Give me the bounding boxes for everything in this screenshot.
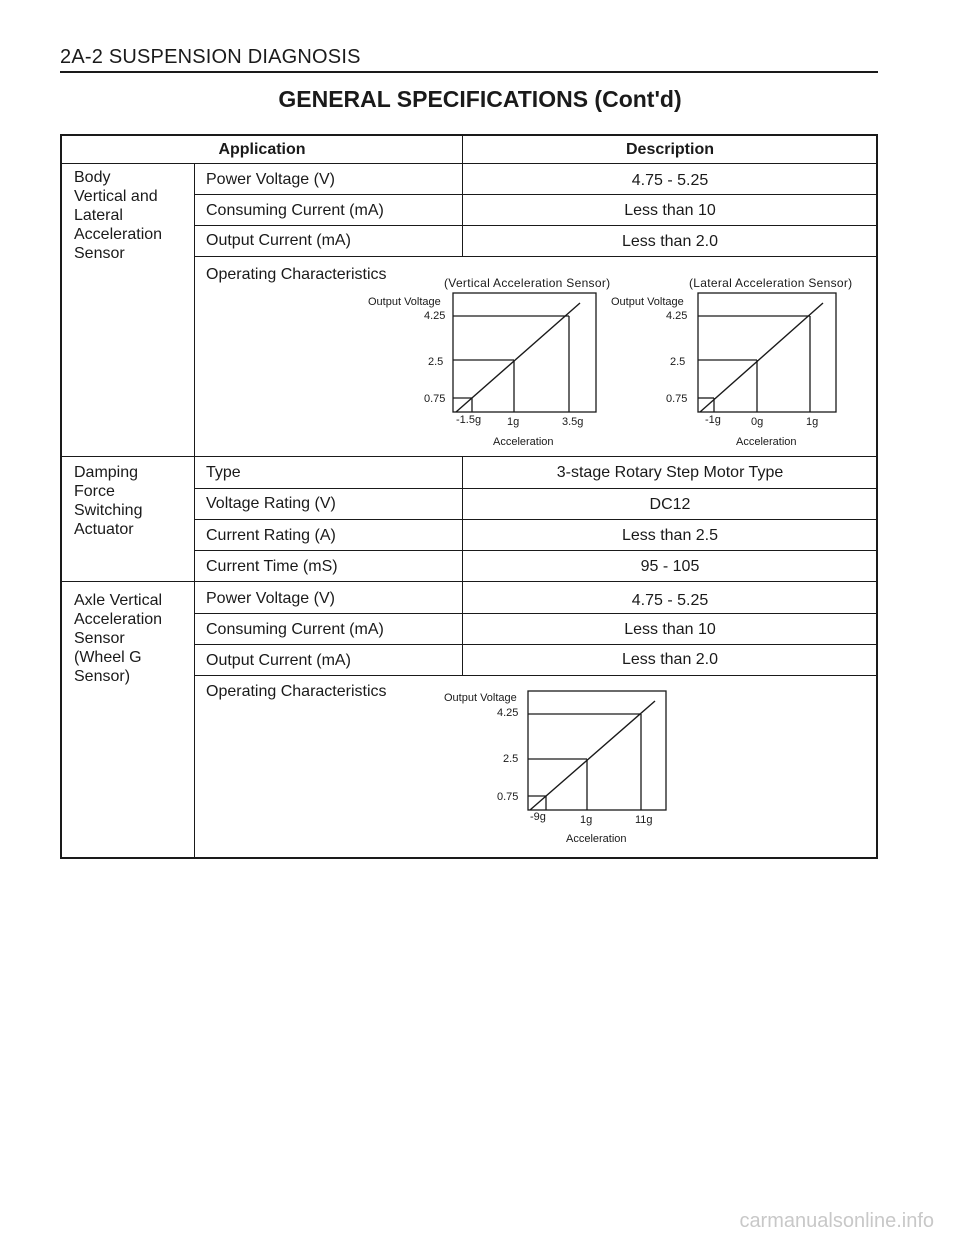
row-value: Less than 10 bbox=[624, 202, 716, 219]
graph-lateral-y-tick: 2.5 bbox=[670, 356, 686, 368]
graph-axle-x-tick: -9g bbox=[530, 811, 546, 823]
row-value: 4.75 - 5.25 bbox=[631, 592, 709, 609]
graph-lateral-x-label: Acceleration bbox=[736, 436, 797, 448]
graph-vertical-x-tick: 3.5g bbox=[562, 416, 584, 428]
row-value: 3-stage Rotary Step Motor Type bbox=[556, 464, 784, 481]
section-title: SUSPENSION DIAGNOSIS bbox=[108, 46, 361, 68]
graph-axle-plot bbox=[527, 690, 669, 812]
row-divider bbox=[194, 613, 878, 614]
row-item: Output Current (mA) bbox=[206, 232, 351, 249]
graph-vertical-title: (Vertical Acceleration Sensor) bbox=[444, 276, 611, 290]
row-divider bbox=[194, 519, 878, 520]
row-item: Operating Characteristics bbox=[206, 683, 387, 700]
header-description: Description bbox=[625, 141, 714, 158]
graph-axle-y-tick: 4.25 bbox=[497, 707, 519, 719]
row-divider bbox=[194, 550, 878, 551]
row-value: Less than 2.0 bbox=[621, 651, 719, 668]
row-item: Operating Characteristics bbox=[206, 266, 387, 283]
graph-lateral-x-tick: 0g bbox=[751, 416, 764, 428]
group-name-axle-sensor: Axle Vertical Acceleration Sensor (Wheel G Sensor) bbox=[74, 592, 163, 685]
page-header bbox=[60, 46, 361, 69]
row-value: 4.75 - 5.25 bbox=[631, 172, 709, 189]
graph-vertical-y-tick: 2.5 bbox=[428, 356, 444, 368]
group-name-actuator: Damping Force Switching Actuator bbox=[74, 464, 143, 538]
column-divider bbox=[194, 163, 195, 859]
graph-vertical-y-tick: 0.75 bbox=[424, 393, 446, 405]
graph-lateral-x-tick: 1g bbox=[806, 416, 819, 428]
graph-vertical-plot bbox=[452, 292, 598, 414]
page-title: GENERAL SPECIFICATIONS (Cont'd) bbox=[278, 86, 682, 112]
row-value: DC12 bbox=[649, 496, 691, 513]
row-divider bbox=[194, 488, 878, 489]
graph-lateral-y-tick: 0.75 bbox=[666, 393, 688, 405]
row-item: Consuming Current (mA) bbox=[206, 621, 384, 638]
graph-lateral-x-tick: -1g bbox=[705, 414, 721, 426]
row-divider bbox=[194, 644, 878, 645]
row-item: Output Current (mA) bbox=[206, 652, 351, 669]
characteristic-line bbox=[700, 303, 823, 412]
characteristic-line bbox=[456, 303, 580, 412]
row-item: Voltage Rating (V) bbox=[206, 495, 336, 512]
graph-lateral-y-tick: 4.25 bbox=[666, 310, 688, 322]
graph-vertical-y-tick: 4.25 bbox=[424, 310, 446, 322]
graph-axle-y-tick: 2.5 bbox=[503, 753, 519, 765]
row-item: Type bbox=[206, 464, 241, 481]
row-value: Less than 2.0 bbox=[621, 233, 719, 250]
graph-vertical-x-label: Acceleration bbox=[493, 436, 554, 448]
graph-axle-y-tick: 0.75 bbox=[497, 791, 519, 803]
graph-axle-x-tick: 11g bbox=[635, 814, 653, 826]
graph-lateral-title: (Lateral Acceleration Sensor) bbox=[689, 276, 853, 290]
graph-lateral-plot bbox=[697, 292, 839, 414]
graph-vertical-x-tick: 1g bbox=[507, 416, 520, 428]
row-divider bbox=[194, 675, 878, 676]
group-divider bbox=[62, 456, 878, 457]
header-divider bbox=[62, 163, 878, 164]
header-rule bbox=[60, 71, 878, 73]
graph-lateral-y-label: Output Voltage bbox=[611, 296, 684, 308]
section-number: 2A-2 bbox=[60, 46, 104, 68]
row-divider bbox=[194, 225, 878, 226]
graph-vertical-y-label: Output Voltage bbox=[368, 296, 441, 308]
row-item: Current Rating (A) bbox=[206, 527, 336, 544]
header-application: Application bbox=[218, 141, 306, 158]
graph-axle-x-label: Acceleration bbox=[566, 833, 627, 845]
group-divider bbox=[62, 581, 878, 582]
row-value: Less than 10 bbox=[624, 621, 716, 638]
row-item: Power Voltage (V) bbox=[206, 590, 335, 607]
characteristic-line bbox=[530, 701, 655, 810]
spec-table bbox=[60, 134, 878, 859]
row-item: Consuming Current (mA) bbox=[206, 202, 384, 219]
row-item: Power Voltage (V) bbox=[206, 171, 335, 188]
graph-axle-x-tick: 1g bbox=[580, 814, 593, 826]
row-divider bbox=[194, 194, 878, 195]
row-value: Less than 2.5 bbox=[621, 527, 719, 544]
row-item: Current Time (mS) bbox=[206, 558, 338, 575]
row-value: 95 - 105 bbox=[640, 558, 700, 575]
graph-vertical-x-tick: -1.5g bbox=[456, 414, 482, 426]
watermark: carmanualsonline.info bbox=[739, 1210, 934, 1232]
graph-axle-y-label: Output Voltage bbox=[444, 692, 517, 704]
row-divider bbox=[194, 256, 878, 257]
group-name-body-sensor: Body Vertical and Lateral Acceleration Sensor bbox=[74, 169, 163, 262]
